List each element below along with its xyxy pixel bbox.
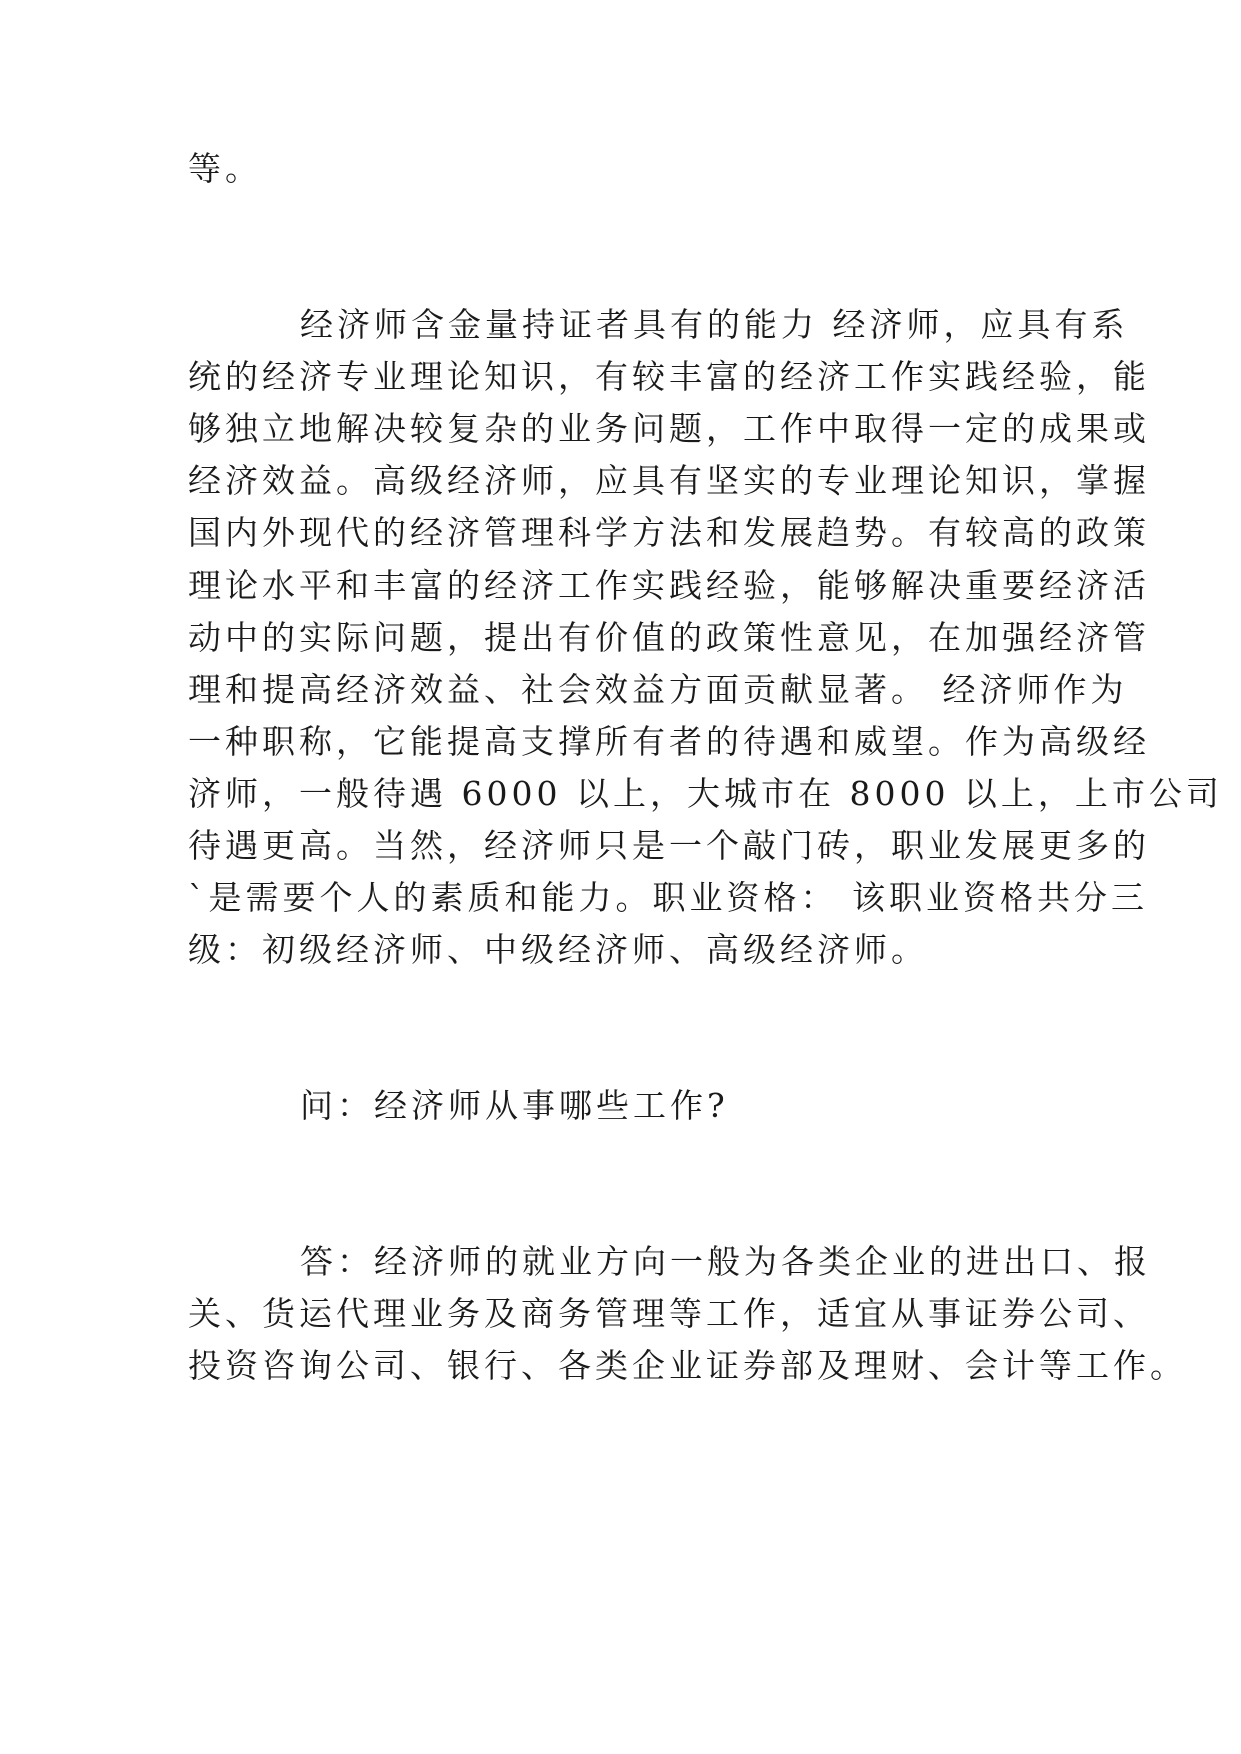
- paragraph-line: 统的经济专业理论知识，有较丰富的经济工作实践经验，能: [188, 357, 1150, 396]
- paragraph-line: 经济效益。高级经济师，应具有坚实的专业理论知识，掌握: [188, 461, 1150, 500]
- paragraph-line: 济师，一般待遇 6000 以上，大城市在 8000 以上，上市公司: [188, 774, 1223, 813]
- paragraph-line: 国内外现代的经济管理科学方法和发展趋势。有较高的政策: [188, 513, 1150, 552]
- paragraph-line: 待遇更高。当然，经济师只是一个敲门砖，职业发展更多的: [188, 826, 1150, 865]
- answer-line: 答：经济师的就业方向一般为各类企业的进出口、报: [300, 1242, 1151, 1281]
- paragraph-line: 理和提高经济效益、社会效益方面贡献显著。 经济师作为: [188, 670, 1128, 709]
- question-line: 问：经济师从事哪些工作?: [300, 1086, 729, 1125]
- paragraph-line: 够独立地解决较复杂的业务问题，工作中取得一定的成果或: [188, 409, 1150, 448]
- paragraph-line: 理论水平和丰富的经济工作实践经验，能够解决重要经济活: [188, 566, 1150, 605]
- fragment-line: 等。: [188, 149, 262, 188]
- answer-line: 投资咨询公司、银行、各类企业证券部及理财、会计等工作。: [188, 1346, 1187, 1385]
- paragraph-line: 级：初级经济师、中级经济师、高级经济师。: [188, 930, 928, 969]
- paragraph-line: `是需要个人的素质和能力。职业资格： 该职业资格共分三: [188, 878, 1148, 917]
- answer-line: 关、货运代理业务及商务管理等工作，适宜从事证券公司、: [188, 1294, 1150, 1333]
- paragraph-line: 经济师含金量持证者具有的能力 经济师，应具有系: [300, 305, 1129, 344]
- paragraph-line: 一种职称，它能提高支撑所有者的待遇和威望。作为高级经: [188, 722, 1150, 761]
- paragraph-line: 动中的实际问题，提出有价值的政策性意见，在加强经济管: [188, 618, 1150, 657]
